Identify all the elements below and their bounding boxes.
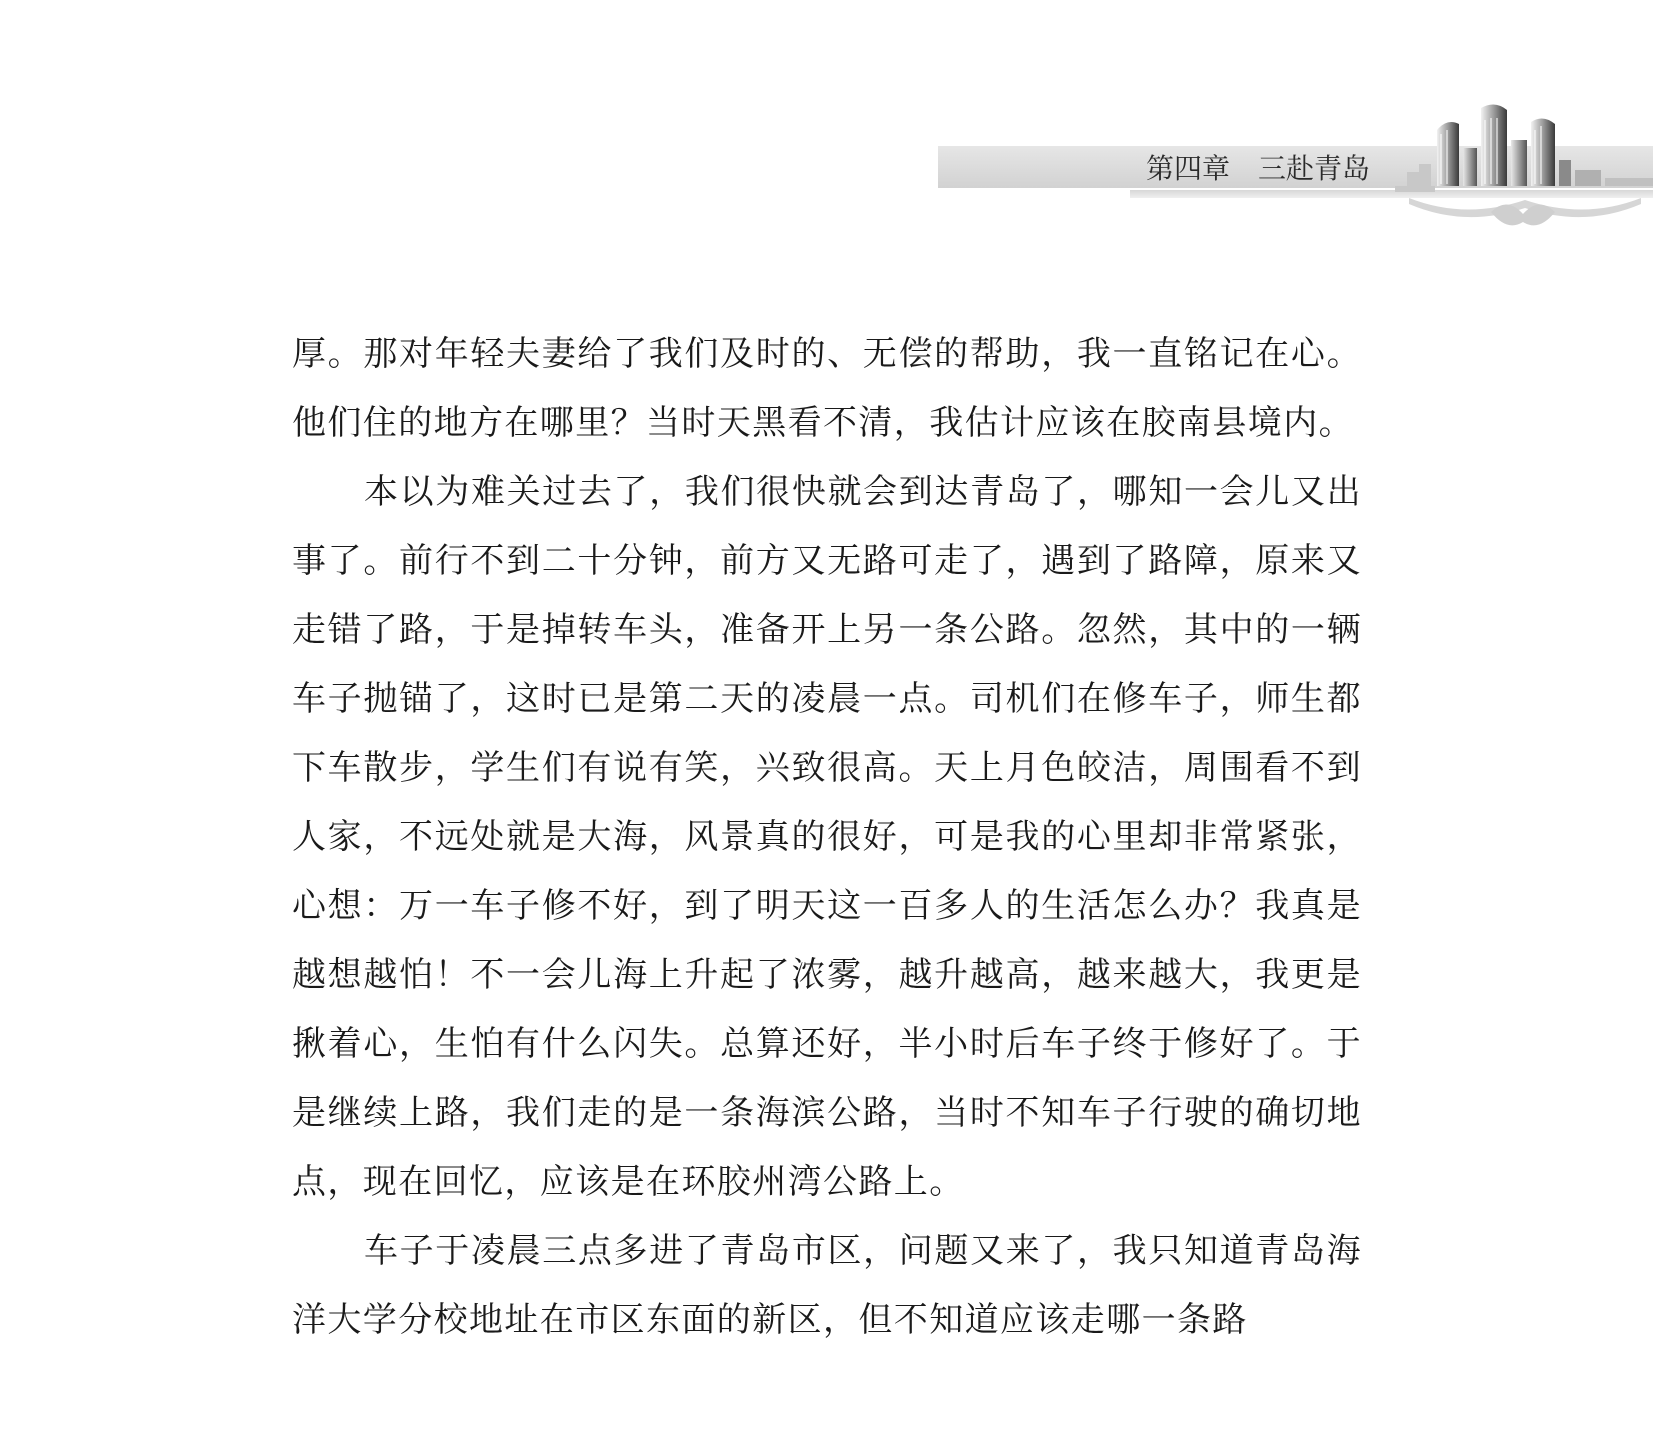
paragraph-1: 厚。那对年轻夫妻给了我们及时的、无偿的帮助，我一直铭记在心。他们住的地方在哪里？当时天黑看不清，我估计应该在胶南县境内。 <box>292 334 1362 443</box>
chapter-title: 第四章 三赴青岛 <box>1146 152 1371 185</box>
paragraph-2: 本以为难关过去了，我们很快就会到达青岛了，哪知一会儿又出事了。前行不到二十分钟，前方又无路可走了，遇到了路障，原来又走错了路，于是掉转车头，准备开上另一条公路。忽然，其中的一辆车子抛锚了，这时已是第二天的凌晨一点。司机们在修车子，师生都下车散步，学生们有说有笑，兴致很高。天上月色皎洁，周围看不到人家，不远处就是大海，风景真的很好，可是我的心里却非常紧张，心想：万一车子修不好，到了明天这一百多人的生活怎么办？我真是越想越怕！不一会儿海上升起了浓雾，越升越高，越来越大，我更是揪着心，生怕有什么闪失。总算还好，半小时后车子终于修好了。于是继续上路，我们走的是一条海滨公路，当时不知车子行驶的确切地点，现在回忆，应该是在环胶州湾公路上。 <box>292 472 1362 1202</box>
paragraph-3: 车子于凌晨三点多进了青岛市区，问题又来了，我只知道青岛海洋大学分校地址在市区东面的新区，但不知道应该走哪一条路 <box>292 1231 1362 1340</box>
body-text <box>292 320 1362 1355</box>
running-header <box>0 0 1653 240</box>
city-skyline-icon <box>1395 100 1653 240</box>
